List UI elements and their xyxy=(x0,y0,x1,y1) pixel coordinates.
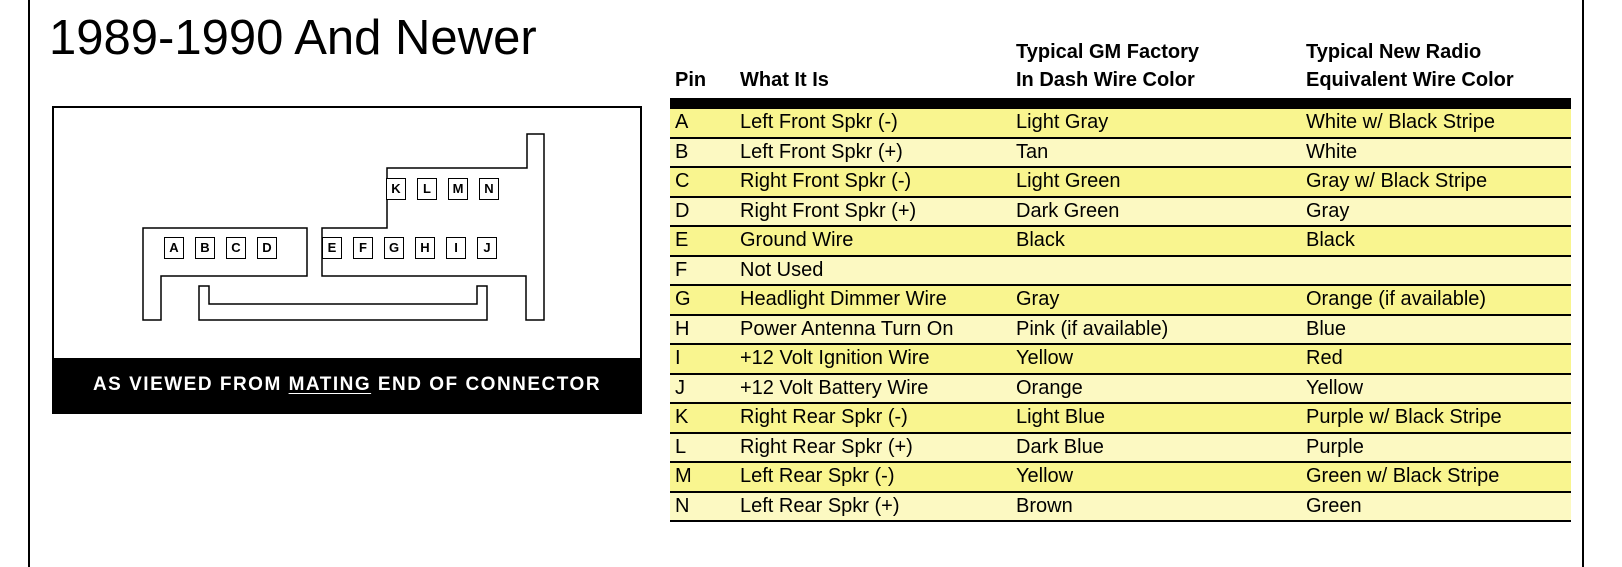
pin-g: G xyxy=(384,237,404,259)
table-row xyxy=(670,404,1571,434)
table-row xyxy=(670,198,1571,228)
table-row xyxy=(670,463,1571,493)
table-row xyxy=(670,434,1571,464)
pin-cell: B xyxy=(675,140,689,163)
pin-cell: G xyxy=(675,288,691,310)
pin-f: F xyxy=(353,237,373,259)
connector-latch-bar xyxy=(199,286,487,320)
header-factory-line2: In Dash Wire Color xyxy=(1016,69,1195,91)
function-cell: Right Front Spkr (+) xyxy=(740,199,917,222)
new-radio-color-cell: Purple w/ Black Stripe xyxy=(1306,406,1502,428)
factory-color-cell: Light Blue xyxy=(1016,406,1105,428)
new-radio-color-cell: White xyxy=(1306,140,1358,163)
table-row xyxy=(670,139,1571,169)
table-row xyxy=(670,316,1571,346)
factory-color-cell: Light Green xyxy=(1016,170,1121,192)
pin-a: A xyxy=(164,237,184,259)
pin-cell: L xyxy=(675,435,687,458)
function-cell: Right Front Spkr (-) xyxy=(740,170,912,192)
diagram-caption xyxy=(54,358,640,412)
header-new-line2: Equivalent Wire Color xyxy=(1306,69,1514,91)
function-cell: Left Rear Spkr (-) xyxy=(740,465,895,487)
header-new-line1: Typical New Radio xyxy=(1306,41,1482,63)
pin-h: H xyxy=(415,237,435,259)
new-radio-color-cell: Green xyxy=(1306,494,1362,517)
factory-color-cell: Yellow xyxy=(1016,347,1074,369)
function-cell: Right Rear Spkr (+) xyxy=(740,435,913,458)
header-rule xyxy=(670,98,1571,109)
function-cell: Left Front Spkr (-) xyxy=(740,111,898,133)
pin-cell: E xyxy=(675,229,689,251)
factory-color-cell: Brown xyxy=(1016,494,1073,517)
factory-color-cell: Tan xyxy=(1016,140,1049,163)
header-new xyxy=(1306,38,1514,94)
factory-color-cell: Black xyxy=(1016,229,1065,251)
pin-l: L xyxy=(417,178,437,200)
connector-diagram xyxy=(52,106,642,414)
factory-color-cell: Dark Green xyxy=(1016,199,1120,222)
pin-cell: J xyxy=(675,376,685,399)
pin-n: N xyxy=(479,178,499,200)
function-cell: Not Used xyxy=(740,258,824,281)
pin-cell: I xyxy=(675,347,681,369)
table-row xyxy=(670,375,1571,405)
factory-color-cell: Gray xyxy=(1016,288,1060,310)
table-row xyxy=(670,345,1571,375)
factory-color-cell: Yellow xyxy=(1016,465,1074,487)
table-body xyxy=(670,109,1571,522)
pin-b: B xyxy=(195,237,215,259)
pin-i: I xyxy=(446,237,466,259)
table-row xyxy=(670,168,1571,198)
pin-m: M xyxy=(448,178,468,200)
factory-color-cell: Orange xyxy=(1016,376,1083,399)
table-row xyxy=(670,286,1571,316)
new-radio-color-cell: Blue xyxy=(1306,317,1347,340)
new-radio-color-cell: Purple xyxy=(1306,435,1364,458)
factory-color-cell: Dark Blue xyxy=(1016,435,1104,458)
new-radio-color-cell: Black xyxy=(1306,229,1355,251)
function-cell: +12 Volt Battery Wire xyxy=(740,376,929,399)
factory-color-cell: Pink (if available) xyxy=(1016,317,1169,340)
new-radio-color-cell: Orange (if available) xyxy=(1306,288,1487,310)
function-cell: Ground Wire xyxy=(740,229,854,251)
function-cell: Right Rear Spkr (-) xyxy=(740,406,908,428)
pin-cell: M xyxy=(675,465,692,487)
pin-cell: D xyxy=(675,199,690,222)
page-border-right xyxy=(1582,0,1584,567)
caption-after: END OF CONNECTOR xyxy=(371,374,602,395)
table-header xyxy=(670,40,1571,98)
caption-underlined: MATING xyxy=(288,374,372,395)
table-row xyxy=(670,257,1571,287)
table-row xyxy=(670,227,1571,257)
function-cell: Left Front Spkr (+) xyxy=(740,140,903,163)
function-cell: Headlight Dimmer Wire xyxy=(740,288,947,310)
table-row xyxy=(670,109,1571,139)
pin-j: J xyxy=(477,237,497,259)
pin-cell: H xyxy=(675,317,690,340)
pin-c: C xyxy=(226,237,246,259)
header-what: What It Is xyxy=(740,69,829,91)
header-factory xyxy=(1016,38,1199,94)
table-row xyxy=(670,493,1571,523)
pin-cell: F xyxy=(675,258,688,281)
page-border-left xyxy=(28,0,30,567)
new-radio-color-cell: Red xyxy=(1306,347,1343,369)
header-factory-line1: Typical GM Factory xyxy=(1016,41,1200,63)
connector-right-housing xyxy=(322,134,544,320)
function-cell: Power Antenna Turn On xyxy=(740,317,954,340)
new-radio-color-cell: Gray w/ Black Stripe xyxy=(1306,170,1488,192)
pin-k: K xyxy=(386,178,406,200)
connector-outline xyxy=(54,108,642,362)
page-title: 1989-1990 And Newer xyxy=(49,11,537,65)
pin-cell: K xyxy=(675,406,689,428)
pin-e: E xyxy=(322,237,342,259)
new-radio-color-cell: Yellow xyxy=(1306,376,1364,399)
function-cell: +12 Volt Ignition Wire xyxy=(740,347,930,369)
new-radio-color-cell: Green w/ Black Stripe xyxy=(1306,465,1500,487)
caption-before: AS VIEWED FROM xyxy=(92,374,289,395)
new-radio-color-cell: Gray xyxy=(1306,199,1350,222)
function-cell: Left Rear Spkr (+) xyxy=(740,494,900,517)
pin-cell: C xyxy=(675,170,690,192)
pin-d: D xyxy=(257,237,277,259)
pin-cell: A xyxy=(675,111,689,133)
new-radio-color-cell: White w/ Black Stripe xyxy=(1306,111,1495,133)
factory-color-cell: Light Gray xyxy=(1016,111,1109,133)
header-pin: Pin xyxy=(675,69,707,91)
wire-color-table xyxy=(670,40,1571,522)
pin-cell: N xyxy=(675,494,690,517)
